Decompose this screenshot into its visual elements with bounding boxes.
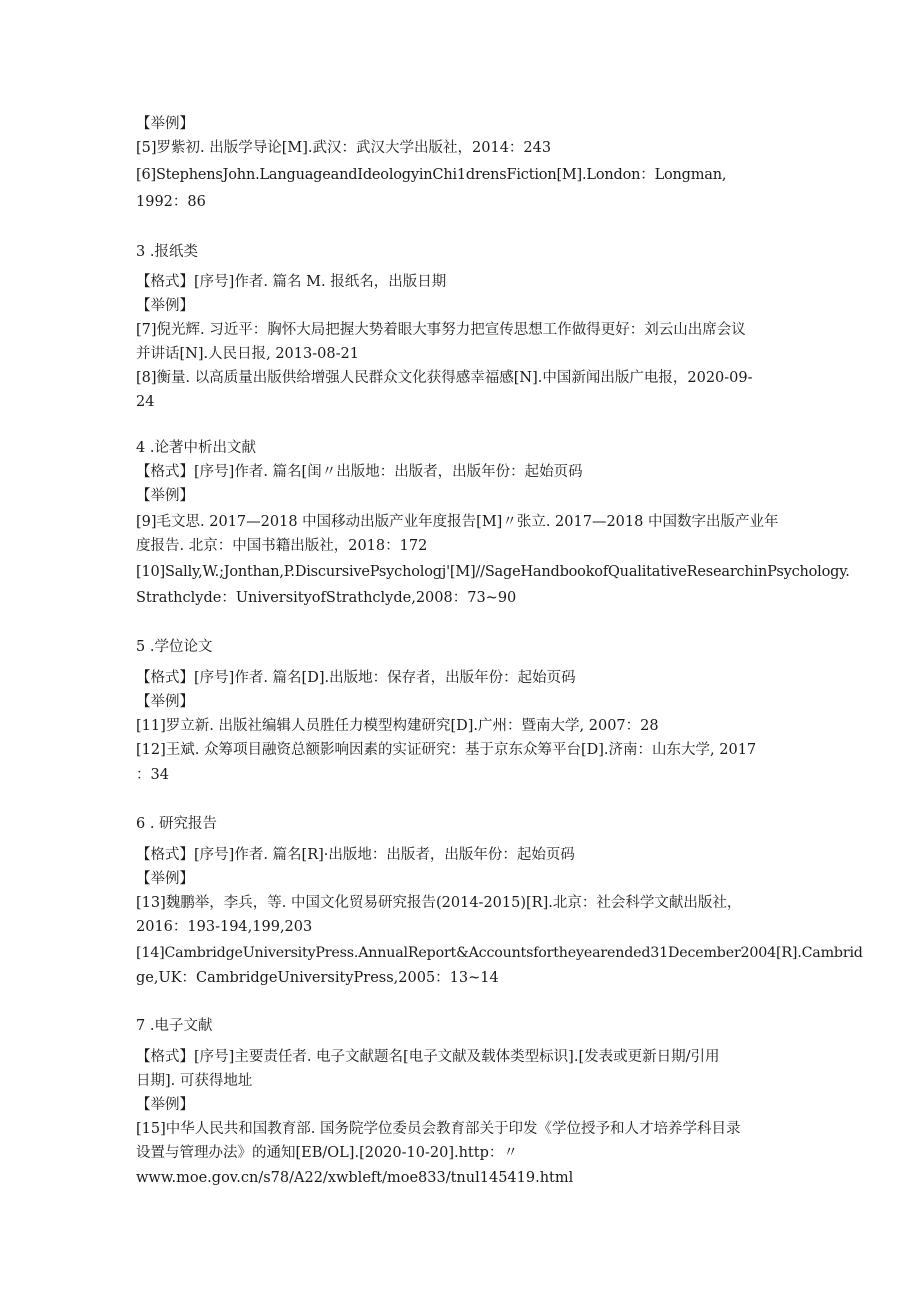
section-heading-electronic: 7 .电子文献 (136, 1018, 213, 1034)
example-heading: 【举例】 (136, 298, 194, 314)
format-line: 【格式】[序号]作者. 篇名[R]·出版地：出版者，出版年份：起始页码 (136, 847, 575, 863)
format-line: 【格式】[序号]主要责任者. 电子文献题名[电子文献及载体类型标识].[发表或更新日期/引用 (136, 1049, 720, 1065)
example-heading: 【举例】 (136, 694, 194, 710)
reference-7-cont: 并讲话[N].人民日报, 2013-08-21 (136, 346, 359, 362)
reference-15-cont: 设置与管理办法》的通知[EB/OL].[2020-10-20].http：〃 (136, 1145, 518, 1161)
reference-7: [7]倪光辉. 习近平：胸怀大局把握大势着眼大事努力把宣传思想工作做得更好：刘云山出席会议 (136, 322, 746, 338)
reference-13-cont: 2016：193-194,199,203 (136, 919, 313, 935)
reference-12: [12]王斌. 众筹项目融资总额影响因素的实证研究：基于京东众筹平台[D].济南：山东大学, 2017 (136, 742, 757, 758)
reference-6: [6]StephensJohn.LanguageandIdeologyinChi1drensFiction[M].London：Longman, (136, 167, 727, 183)
reference-9-cont: 度报告. 北京：中国书籍出版社，2018：172 (136, 538, 428, 554)
example-heading: 【举例】 (136, 1097, 194, 1113)
reference-12-cont: ：34 (136, 767, 169, 783)
reference-11: [11]罗立新. 出版社编辑人员胜任力模型构建研究[D].广州：暨南大学, 2007：28 (136, 718, 659, 734)
example-heading: 【举例】 (136, 488, 194, 504)
reference-10-cont: Strathclyde：UniversityofStrathclyde,2008：73~90 (136, 590, 517, 606)
format-line-cont: 日期]. 可获得地址 (136, 1073, 253, 1089)
reference-14: [14]CambridgeUniversityPress.AnnualReport&Accountsfortheyearended31December2004[R].Cambrid (136, 945, 863, 961)
reference-9: [9]毛文思. 2017—2018 中国移动出版产业年度报告[M]〃张立. 2017—2018 中国数字出版产业年 (136, 514, 779, 530)
section-heading-newspaper: 3 .报纸类 (136, 244, 198, 260)
format-line: 【格式】[序号]作者. 篇名 M. 报纸名，出版日期 (136, 274, 447, 290)
reference-10: [10]Sally,W.;Jonthan,P.DiscursivePsychologj'[M]//SageHandbookofQualitativeResearchinPsychology. (136, 564, 850, 580)
reference-15-url: www.moe.gov.cn/s78/A22/xwbleft/moe833/tnul145419.html (136, 1170, 574, 1186)
reference-5: [5]罗紫初. 出版学导论[M].武汉：武汉大学出版社，2014：243 (136, 140, 552, 156)
reference-13: [13]魏鹏举，李兵，等. 中国文化贸易研究报告(2014-2015)[R].北京：社会科学文献出版社， (136, 895, 742, 911)
section-heading-thesis: 5 .学位论文 (136, 639, 213, 655)
reference-8-cont: 24 (136, 394, 155, 410)
reference-8: [8]衡量. 以高质量出版供给增强人民群众文化获得感幸福感[N].中国新闻出版广电报，2020-09- (136, 370, 753, 386)
reference-14-cont: ge,UK：CambridgeUniversityPress,2005：13~14 (136, 970, 499, 986)
example-heading: 【举例】 (136, 871, 194, 887)
format-line: 【格式】[序号]作者. 篇名[D].出版地：保存者，出版年份：起始页码 (136, 670, 576, 686)
format-line: 【格式】[序号]作者. 篇名[闺〃出版地：出版者，出版年份：起始页码 (136, 464, 583, 480)
reference-15: [15]中华人民共和国教育部. 国务院学位委员会教育部关于印发《学位授予和人才培养学科目录 (136, 1121, 741, 1137)
section-heading-report: 6 . 研究报告 (136, 816, 218, 832)
section-heading-chapter: 4 .论著中析出文献 (136, 440, 256, 456)
example-heading: 【举例】 (136, 116, 194, 132)
reference-6-cont: 1992：86 (136, 194, 206, 210)
